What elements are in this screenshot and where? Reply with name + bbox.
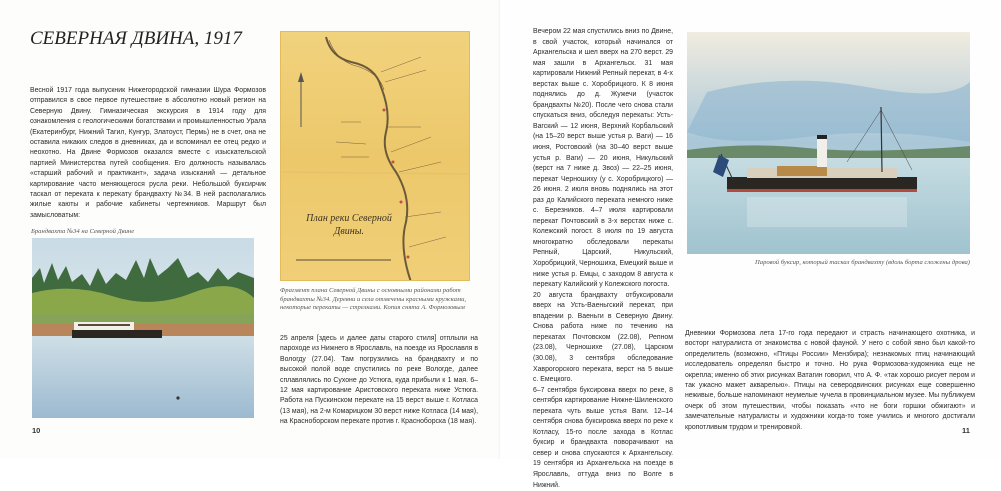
closing-paragraph [685,329,975,433]
landscape-illustration [32,238,254,418]
map-caption: Фрагмент плана Северной Двины с основными районами работ брандвахты №34. Деревни и села отмечены красными кружками, некоторые перекаты — стрелками. Копия снята А. Формозовым [280,287,467,312]
brandvakhta-painting [32,238,254,418]
left-page [0,0,500,459]
route-paragraph-3: 6–7 сентября буксировка вверх по реке, 8 сентября картирование Нижне-Шиленского переката чуть выше устья Ваги. 12–14 сентября снова буксировка вверх по реке к Котласу, 15-го после захода в Котлас буксир и брандвахта поворачивают на север и снова спускаются к Архангельску. 19 сентября из Архангельска на поезде в Ярославль, оттуда вниз по Волге в Нижний. [533,386,673,489]
route-paragraph-1: Вечером 22 мая спустились вниз по Двине, в свой участок, который начинался от Архангельска и шел вверх на 270 верст. 29 мая зашли в Архангельск. 31 мая картировали Нижний Репный перекат, в 4-х верстах выше с. Хоробрицкого. К 8 июня поднялись до д. Жужечи (участок брандвахты №20). После чего снова стали спускаться вниз, обследуя перекаты: Усть-Вагский — 12 июня, Верхний Корбальский (на 15–20 верст выше устья р. Ваги) — 16 июня, Ростовский (на 30–40 верст выше устья р. Ваги) — 20 июня, Никульский (верст на 7 ниже д. Звоз) — 22–25 июня, перекат Черношиху (у с. Хоробрицкого) — 26 июня. 2 июля вновь поднялись на этот раз до Калийского переката немного ниже с. Березников. 4–7 июля картировали перекат Почтовский в 3-х верстах ниже с. Колежский погост. 8 июля по 19 августа многократно обследовали перекаты Репный, Царский, Никульский, Хоробрицкий, Черношиха, Емецкий выше и ниже устья р. Емцы, с заходом 8 августа к перекату Калийский у Колежского погоста. [533,28,673,289]
chapter-title: СЕВЕРНАЯ ДВИНА, 1917 [30,28,242,49]
river-map-image [280,31,470,281]
painting-caption: Брандвахта №34 на Северной Двине [31,228,135,235]
map-title: План реки Северной Двины. [306,213,392,237]
steam-tug-painting [687,32,970,254]
map-river-illustration [281,32,470,281]
intro-text: Весной 1917 года выпускник Нижегородской гимназии Шура Формозов отправился в свое первое путешествие в абсолютно новый регион на Северную Двину. Гимназическая экскурсия в 1914 году для ознакомления с геологическими богатствами и промышленностью Урала (Екатеринбург, Нижний Тагил, Кунгур, Златоуст, Пермь) не в счет, она не оставила никаких следов в дневниках, да и вспоминал ее отец редко и неохотно. На Двине Формозов оказался вместе с изыскательской партией Министерства путей сообщения. Его должность называлась «старший рабочий и практикант», задача изысканий — детальное картирование часто меняющегося русла реки. Небольшой буксирчик таскал от переката к перекату брандвахту №34. В ней располагались жилые каюты и рабочие кабинеты чертежников. Маршрут был замысловатым: [30,87,266,219]
tugboat-illustration [687,32,970,254]
page-number: 10 [32,426,41,435]
right-page [500,0,1001,489]
closing-text: Дневники Формозова лета 17-го года передают и страсть начинающего охотника, и восторг натуралиста от знакомства с новой фауной. У него с собой явно был какой-то определитель (возможно, «Птицы России» Мензбира); незнакомых птиц начинающий исследователь определял быстро и точно. Но рука Формозова-художника еще не окрепла; именно об этих рисунках Ватагин говорил, что А. Ф. «так хорошо рисует пером и так ужасно мажет акварелью». Птицы на северодвинских рисунках еще совершенно неживые, больше напоминают неумелые чучела в провинциальном музее. Мы публикуем очерк об этом путешествии, чтобы показать «что не боги горшки обжигают» и замечательные натуралисты и художники когда-то тоже учились и многого достигали кропотливым трудом и тренировкой. [685,330,975,431]
route-text: 25 апреля [здесь и далее даты старого стиля] отплыли на пароходе из Нижнего в Ярославль, на поезде из Ярославля в Вологду (27.04). Там погрузились на брандвахту и по высокой полой воде спустились по реке Вологде, далее сплавлялись по Сухоне до Устюга, куда прибыли к 1 мая. 6–12 мая картирование Аристовского переката ниже Устюга. Работа на Пускинском перекате на 15 верст выше г. Котласа (13 мая), на 2-м Комарицком 30 верст ниже Котласа (14 мая), на Красноборском перекате против г. Красноборска (18 мая). [280,335,478,426]
route-paragraph [280,334,478,428]
intro-paragraph [30,86,266,221]
route-column [533,27,673,491]
page-number: 11 [962,426,970,435]
route-paragraph-2: 20 августа брандвахту отбуксировали вверх на Усть-Ваеньгский перекат, при впадении р. Ваеньги в Северную Двину. Снова работа ниже по течению на перекатах Почтовском (22.08), Репном (23.08), Черношихе (27.08), Царском (30.08), 3 сентября обследование Хаврогорского переката, верст на 5 выше с. Емецкого. [533,291,673,384]
steam-tug-caption: Паровой буксир, который таскал брандвахту (вдоль борта сложены дрова) [755,259,970,266]
